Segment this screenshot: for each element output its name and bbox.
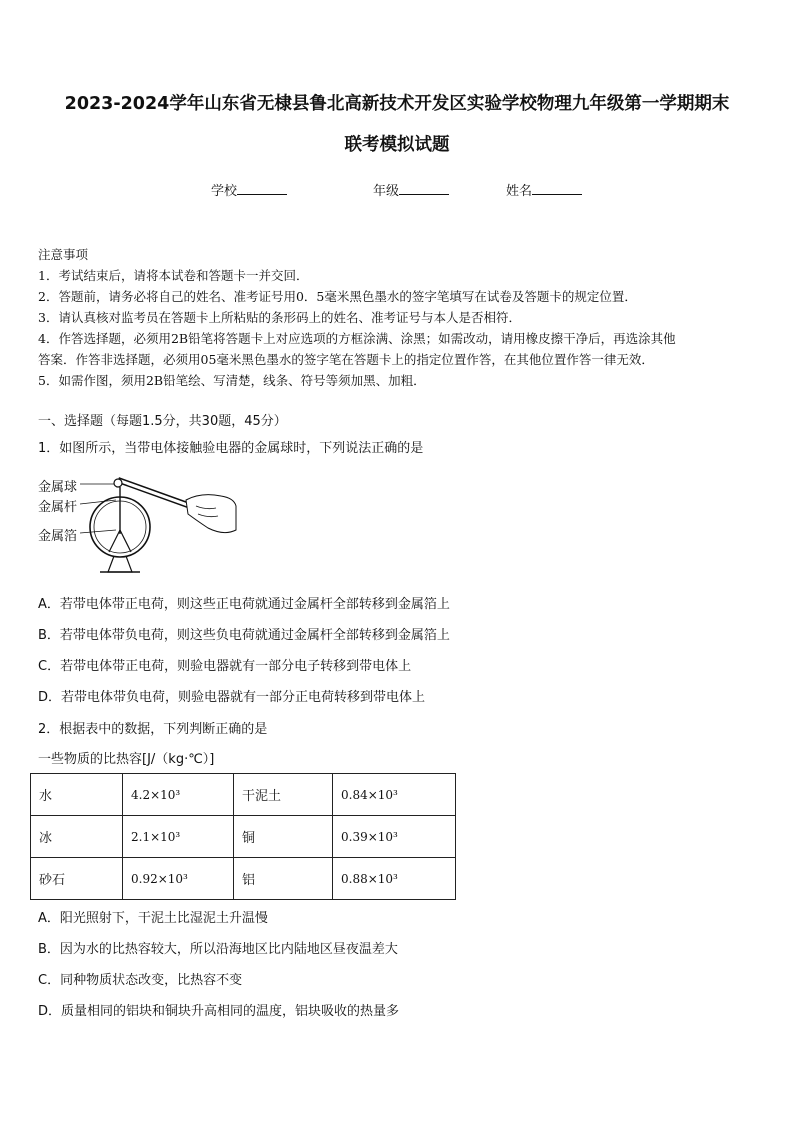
table-cell: 0.84×10³ xyxy=(333,774,456,816)
figure-label-metal-rod: 金属杆 xyxy=(38,500,78,515)
table-cell: 水 xyxy=(31,774,123,816)
name-field xyxy=(506,180,582,199)
electroscope-figure xyxy=(36,470,256,580)
note-item: 答案．作答非选择题，必须用05毫米黑色墨水的签字笔在答题卡上的指定位置作答，在其他位置作答一律无效． xyxy=(38,352,654,367)
exam-title-line2: 联考模拟试题 xyxy=(344,135,450,155)
school-blank xyxy=(237,182,287,195)
table-cell: 铜 xyxy=(234,816,333,858)
question-1-option-d: D．若带电体带负电荷，则验电器就有一部分正电荷转移到带电体上 xyxy=(38,690,426,705)
note-item: 2．答题前，请务必将自己的姓名、准考证号用0．5毫米黑色墨水的签字笔填写在试卷及答题卡的规定位置． xyxy=(38,289,637,304)
question-2-option-a: A．阳光照射下，干泥土比湿泥土升温慢 xyxy=(38,911,268,926)
table-row xyxy=(31,858,456,900)
table-row xyxy=(31,816,456,858)
table-cell: 0.88×10³ xyxy=(333,858,456,900)
grade-blank xyxy=(399,182,449,195)
exam-title-line1: 2023-2024学年山东省无棣县鲁北高新技术开发区实验学校物理九年级第一学期期末 xyxy=(64,94,730,114)
question-2-stem: 2．根据表中的数据，下列判断正确的是 xyxy=(38,722,268,737)
figure-label-metal-ball: 金属球 xyxy=(38,480,78,495)
table-cell: 4.2×10³ xyxy=(123,774,234,816)
name-blank xyxy=(532,182,582,195)
name-label: 姓名 xyxy=(506,184,533,199)
table-cell: 0.39×10³ xyxy=(333,816,456,858)
school-field xyxy=(211,180,287,199)
figure-label-metal-foil: 金属箔 xyxy=(38,529,78,544)
electroscope-drawing xyxy=(36,470,256,580)
section-heading: 一、选择题（每题1.5分，共30题，45分） xyxy=(38,414,287,429)
question-2-option-b: B．因为水的比热容较大，所以沿海地区比内陆地区昼夜温差大 xyxy=(38,942,398,957)
school-label: 学校 xyxy=(211,184,238,199)
table-cell: 干泥土 xyxy=(234,774,333,816)
question-1-stem: 1．如图所示，当带电体接触验电器的金属球时，下列说法正确的是 xyxy=(38,441,424,456)
question-1-option-a: A．若带电体带正电荷，则这些正电荷就通过金属杆全部转移到金属箔上 xyxy=(38,597,450,612)
grade-field xyxy=(373,180,449,199)
note-item: 4．作答选择题，必须用2B铅笔将答题卡上对应选项的方框涂满、涂黑；如需改动，请用橡皮擦干净后，再选涂其他 xyxy=(38,331,676,346)
question-1-option-c: C．若带电体带正电荷，则验电器就有一部分电子转移到带电体上 xyxy=(38,659,412,674)
table-cell: 冰 xyxy=(31,816,123,858)
question-2-option-d: D．质量相同的铝块和铜块升高相同的温度，铝块吸收的热量多 xyxy=(38,1004,400,1019)
notes-heading: 注意事项 xyxy=(38,247,89,262)
question-1-option-b: B．若带电体带负电荷，则这些负电荷就通过金属杆全部转移到金属箔上 xyxy=(38,628,450,643)
table-caption: 一些物质的比热容[J/（kg·℃）] xyxy=(38,752,215,767)
table-row xyxy=(31,774,456,816)
table-cell: 2.1×10³ xyxy=(123,816,234,858)
note-item: 3．请认真核对监考员在答题卡上所粘贴的条形码上的姓名、准考证号与本人是否相符． xyxy=(38,310,521,325)
table-cell: 0.92×10³ xyxy=(123,858,234,900)
table-cell: 铝 xyxy=(234,858,333,900)
note-item: 5．如需作图，须用2B铅笔绘、写清楚，线条、符号等须加黑、加粗． xyxy=(38,373,426,388)
grade-label: 年级 xyxy=(373,184,400,199)
note-item: 1．考试结束后，请将本试卷和答题卡一并交回． xyxy=(38,268,309,283)
table-cell: 砂石 xyxy=(31,858,123,900)
notes-block xyxy=(38,244,758,391)
question-2-option-c: C．同种物质状态改变，比热容不变 xyxy=(38,973,243,988)
specific-heat-table xyxy=(30,773,456,900)
